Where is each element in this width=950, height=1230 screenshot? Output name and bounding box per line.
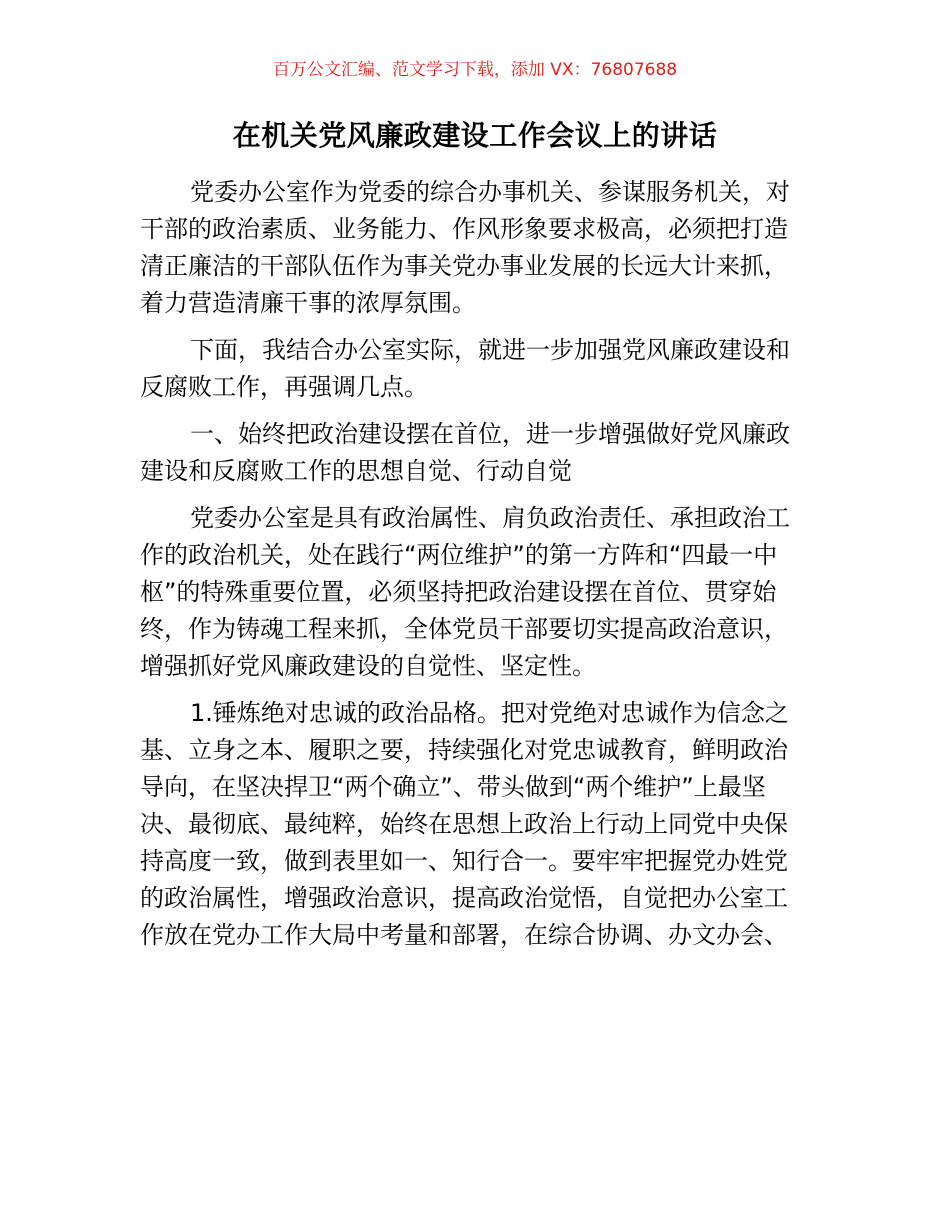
document-title: 在机关党风廉政建设工作会议上的讲话 [232,119,718,152]
paragraph-line: 增强抓好党风廉政建设的自觉性、坚定性。 [140,652,596,680]
paragraph-line: 持高度一致，做到表里如一、知行合一。要牢牢把握党办姓党 [140,847,788,875]
section-heading-1 [140,416,815,490]
paragraph-line: 基、立身之本、履职之要，持续强化对党忠诚教育，鲜明政治 [140,736,788,764]
paragraph-line: 1.锤炼绝对忠诚的政治品格。把对党绝对忠诚作为信念之 [190,699,789,727]
paragraph-line: 建设和反腐败工作的思想自觉、行动自觉 [140,457,572,485]
paragraph-section-1-body [140,500,815,685]
paragraph-line: 清正廉洁的干部队伍作为事关党办事业发展的长远大计来抓， [140,252,788,280]
paragraph-line: 干部的政治素质、业务能力、作风形象要求极高，必须把打造 [140,215,788,243]
paragraph-line: 作放在党办工作大局中考量和部署，在综合协调、办文办会、 [140,921,788,949]
paragraph-transition [140,332,815,406]
paragraph-line: 党委办公室作为党委的综合办事机关、参谋服务机关，对 [190,178,790,206]
paragraph-line: 导向，在坚决捍卫“两个确立”、带头做到“两个维护”上最坚 [140,773,766,801]
paragraph-item-1 [140,695,815,954]
paragraph-line: 着力营造清廉干事的浓厚氛围。 [140,289,476,317]
header-banner: 百万公文汇编、范文学习下载，添加 VX：76807688 [272,60,678,80]
paragraph-line: 反腐败工作，再强调几点。 [140,373,428,401]
paragraph-line: 枢”的特殊重要位置，必须坚持把政治建设摆在首位、贯穿始 [140,578,777,606]
paragraph-line: 下面，我结合办公室实际，就进一步加强党风廉政建设和 [190,336,790,364]
paragraph-line: 作的政治机关，处在践行“两位维护”的第一方阵和“四最一中 [140,541,778,569]
paragraph-line: 终，作为铸魂工程来抓，全体党员干部要切实提高政治意识， [140,615,788,643]
paragraph-line: 决、最彻底、最纯粹，始终在思想上政治上行动上同党中央保 [140,810,788,838]
document-body [140,174,815,964]
paragraph-line: 的政治属性，增强政治意识，提高政治觉悟，自觉把办公室工 [140,884,788,912]
paragraph-intro [140,174,815,322]
paragraph-line: 党委办公室是具有政治属性、肩负政治责任、承担政治工 [190,504,790,532]
paragraph-line: 一、始终把政治建设摆在首位，进一步增强做好党风廉政 [190,420,790,448]
